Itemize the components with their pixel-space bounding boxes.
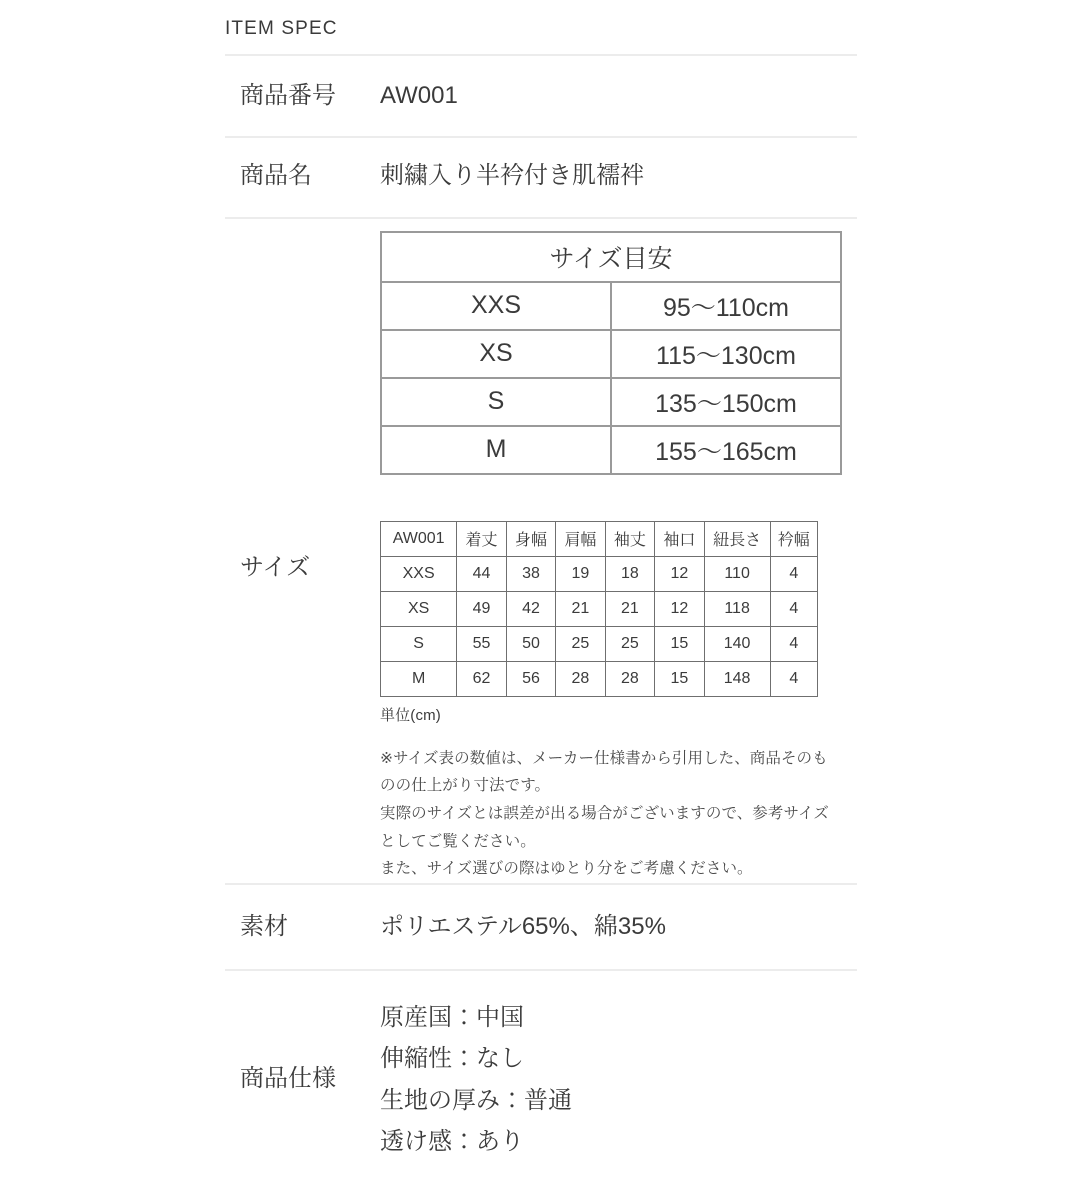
measurement-table [380, 521, 818, 697]
measurement-col-cuff: 袖口 [655, 521, 704, 556]
item-number-label: 商品番号 [240, 82, 336, 109]
size-disclaimer [380, 745, 850, 883]
measurement-cell: 4 [770, 591, 817, 626]
size-content [380, 227, 857, 883]
measurement-cell: 140 [704, 626, 770, 661]
measurement-cell: 25 [605, 626, 654, 661]
table-row [381, 378, 841, 426]
row-size [225, 219, 857, 883]
measurement-cell: 118 [704, 591, 770, 626]
measurement-col-item: AW001 [381, 521, 457, 556]
measurement-cell: 56 [506, 661, 555, 696]
measurement-cell: 21 [605, 591, 654, 626]
measurement-cell: 44 [457, 556, 506, 591]
unit-note: 単位(cm) [380, 706, 441, 724]
size-label: サイズ [240, 553, 311, 581]
measurement-cell: 42 [506, 591, 555, 626]
measurement-cell: 4 [770, 626, 817, 661]
measurement-cell: 62 [457, 661, 506, 696]
table-row [381, 556, 818, 591]
measurement-section [380, 521, 857, 883]
measurement-col-collarwidth: 衿幅 [770, 521, 817, 556]
row-item-number [225, 56, 857, 136]
size-guide-header-row [381, 232, 841, 282]
measurement-size: XXS [381, 556, 457, 591]
measurement-cell: 12 [655, 556, 704, 591]
measurement-cell: 25 [556, 626, 605, 661]
table-row [381, 661, 818, 696]
spec-container [225, 0, 857, 1180]
size-guide-table [380, 231, 842, 475]
table-row [381, 591, 818, 626]
measurement-col-shoulder: 肩幅 [556, 521, 605, 556]
table-row [381, 626, 818, 661]
table-row [381, 330, 841, 378]
measurement-cell: 15 [655, 626, 704, 661]
measurement-col-sleeve: 袖丈 [605, 521, 654, 556]
detail-line-thickness: 生地の厚み：普通 [380, 1086, 572, 1114]
size-guide-title: サイズ目安 [381, 232, 841, 282]
measurement-body [381, 556, 818, 696]
measurement-col-length: 着丈 [457, 521, 506, 556]
measurement-cell: 49 [457, 591, 506, 626]
measurement-size: S [381, 626, 457, 661]
table-row [381, 426, 841, 474]
detail-line-sheerness: 透け感：あり [380, 1127, 524, 1155]
measurement-cell: 21 [556, 591, 605, 626]
measurement-cell: 28 [556, 661, 605, 696]
disclaimer-line: 実際のサイズとは誤差が出る場合がございますので、参考サイズ [380, 804, 829, 822]
size-guide-range: 115〜130cm [611, 330, 841, 378]
measurement-cell: 19 [556, 556, 605, 591]
size-guide-size: M [381, 426, 611, 474]
page-title: ITEM SPEC [225, 18, 338, 39]
measurement-cell: 148 [704, 661, 770, 696]
item-number-value: AW001 [380, 82, 458, 109]
detail-line-stretch: 伸縮性：なし [380, 1045, 524, 1073]
measurement-cell: 28 [605, 661, 654, 696]
measurement-col-bodywidth: 身幅 [506, 521, 555, 556]
detail-line-origin: 原産国：中国 [380, 1004, 524, 1032]
measurement-header-row [381, 521, 818, 556]
measurement-cell: 15 [655, 661, 704, 696]
item-name-value: 刺繍入り半衿付き肌襦袢 [380, 162, 644, 190]
measurement-cell: 38 [506, 556, 555, 591]
measurement-col-cordlength: 紐長さ [704, 521, 770, 556]
detail-label: 商品仕様 [240, 1065, 336, 1093]
size-guide-range: 155〜165cm [611, 426, 841, 474]
size-guide-body [381, 232, 841, 474]
row-detail [225, 971, 857, 1180]
material-label: 素材 [240, 912, 288, 940]
measurement-cell: 4 [770, 556, 817, 591]
table-row [381, 282, 841, 330]
disclaimer-line: また、サイズ選びの際はゆとり分をご考慮ください。 [380, 860, 753, 878]
row-material [225, 885, 857, 969]
material-value: ポリエステル65%、綿35% [380, 912, 666, 940]
measurement-cell: 110 [704, 556, 770, 591]
measurement-header [381, 521, 818, 556]
row-item-name [225, 138, 857, 216]
measurement-cell: 4 [770, 661, 817, 696]
size-guide-size: XS [381, 330, 611, 378]
size-guide-range: 95〜110cm [611, 282, 841, 330]
disclaimer-line: のの仕上がり寸法です。 [380, 777, 551, 795]
size-guide-size: XXS [381, 282, 611, 330]
disclaimer-line: としてご覧ください。 [380, 832, 536, 850]
measurement-cell: 12 [655, 591, 704, 626]
measurement-size: XS [381, 591, 457, 626]
size-guide-size: S [381, 378, 611, 426]
measurement-cell: 55 [457, 626, 506, 661]
measurement-size: M [381, 661, 457, 696]
disclaimer-line: ※サイズ表の数値は、メーカー仕様書から引用した、商品そのも [380, 749, 828, 767]
measurement-cell: 50 [506, 626, 555, 661]
size-guide-range: 135〜150cm [611, 378, 841, 426]
measurement-cell: 18 [605, 556, 654, 591]
item-name-label: 商品名 [240, 162, 312, 190]
